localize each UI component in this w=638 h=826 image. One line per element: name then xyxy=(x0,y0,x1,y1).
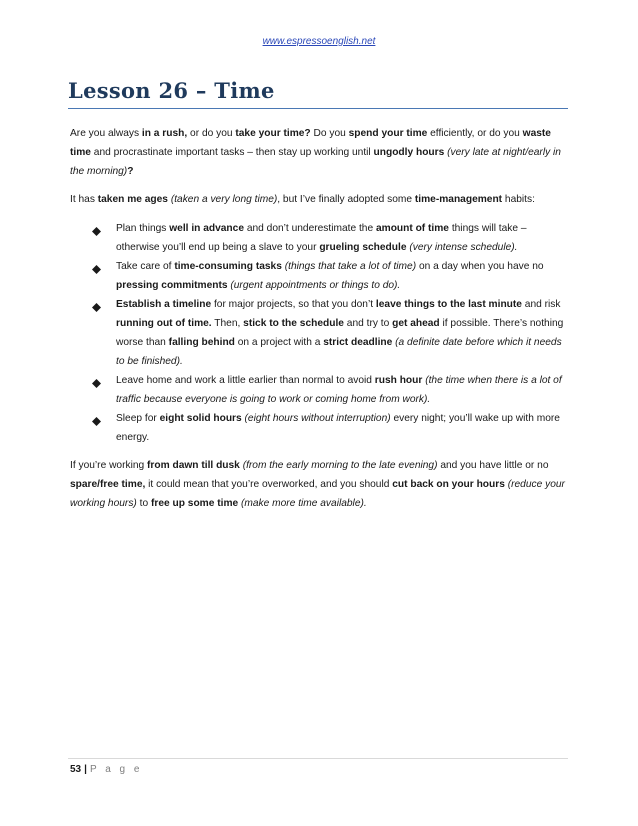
bold-phrase: falling behind xyxy=(168,337,235,348)
bold-phrase: grueling schedule xyxy=(319,242,407,253)
text-run: Plan things xyxy=(116,223,170,234)
list-item-text xyxy=(116,223,527,253)
bold-phrase: ? xyxy=(127,166,134,177)
list-item-text xyxy=(116,299,563,367)
bold-phrase: in a rush, xyxy=(141,128,188,139)
text-run: for major projects, so that you don’t xyxy=(211,299,376,310)
text-run: if possible. There’s nothing worse than xyxy=(116,318,564,348)
text-run: every night; you’ll wake up with more energy. xyxy=(116,413,560,443)
text-run: It has xyxy=(70,194,98,205)
text-run: and try to xyxy=(343,318,393,329)
bold-phrase: ungodly hours xyxy=(373,147,445,158)
text-run: things will take – otherwise you’ll end up being a slave to your xyxy=(116,223,527,253)
text-run: or do you xyxy=(187,128,236,139)
list-item xyxy=(70,257,570,295)
diamond-bullet-icon xyxy=(92,262,101,271)
italic-definition: (things that take a lot of time) xyxy=(284,261,417,272)
lesson-body xyxy=(70,124,570,513)
list-item xyxy=(70,409,570,447)
italic-definition: (make more time available). xyxy=(241,498,367,509)
list-item xyxy=(70,219,570,257)
text-run: and don’t underestimate the xyxy=(244,223,376,234)
list-item-text xyxy=(116,261,544,291)
text-run: on a day when you have no xyxy=(416,261,544,272)
text-run: , but I’ve finally adopted some xyxy=(277,194,415,205)
diamond-bullet-icon xyxy=(92,376,101,385)
bold-phrase: strict deadline xyxy=(323,337,393,348)
italic-definition: (from the early morning to the late evening) xyxy=(242,460,438,471)
bold-phrase: pressing commitments xyxy=(116,280,228,291)
bold-phrase: time-management xyxy=(414,194,503,205)
habits-list xyxy=(70,219,570,447)
text-run: Then, xyxy=(211,318,244,329)
list-item xyxy=(70,295,570,371)
habits-intro-paragraph xyxy=(70,190,570,209)
page-label: P a g e xyxy=(89,764,143,775)
text-run: Sleep for xyxy=(116,413,160,424)
bold-phrase: amount of time xyxy=(375,223,449,234)
bold-phrase: Establish a timeline xyxy=(116,299,212,310)
title-underline xyxy=(68,108,568,109)
text-run: Leave home and work a little earlier than normal to avoid xyxy=(116,375,375,386)
bold-phrase: stick to the schedule xyxy=(243,318,344,329)
text-run: Take care of xyxy=(116,261,175,272)
bold-phrase: eight solid hours xyxy=(159,413,242,424)
intro-paragraph xyxy=(70,124,570,181)
bold-phrase: taken me ages xyxy=(97,194,168,205)
bold-phrase: spare/free time, xyxy=(70,479,146,490)
list-item-text xyxy=(116,375,562,405)
text-run: and you have little or no xyxy=(437,460,549,471)
text-run: If you’re working xyxy=(70,460,148,471)
bold-phrase: time-consuming tasks xyxy=(174,261,282,272)
bold-phrase: well in advance xyxy=(169,223,244,234)
italic-definition: (eight hours without interruption) xyxy=(244,413,391,424)
bold-phrase: leave things to the last minute xyxy=(375,299,522,310)
text-run: Do you xyxy=(310,128,349,139)
bold-phrase: running out of time. xyxy=(116,318,212,329)
bold-phrase: free up some time xyxy=(150,498,239,509)
italic-definition: (a definite date before which it needs to be finished). xyxy=(116,337,562,367)
footer-divider xyxy=(68,758,568,759)
closing-paragraph xyxy=(70,456,570,513)
italic-definition: (very intense schedule). xyxy=(409,242,518,253)
list-item xyxy=(70,371,570,409)
text-run: and procrastinate important tasks – then stay up working until xyxy=(90,147,374,158)
page-number: 53 xyxy=(70,764,82,775)
italic-definition: (taken a very long time) xyxy=(170,194,278,205)
text-run: Are you always xyxy=(70,128,142,139)
footer-separator: | xyxy=(84,764,87,775)
bold-phrase: get ahead xyxy=(392,318,440,329)
bold-phrase: waste time xyxy=(70,128,551,158)
bold-phrase: from dawn till dusk xyxy=(147,460,240,471)
diamond-bullet-icon xyxy=(92,300,101,309)
header-url-link[interactable]: www.espressoenglish.net xyxy=(262,36,376,47)
bold-phrase: spend your time xyxy=(348,128,428,139)
list-item-text xyxy=(116,413,560,443)
text-run: efficiently, or do you xyxy=(427,128,523,139)
text-run: to xyxy=(136,498,151,509)
text-run: habits: xyxy=(502,194,535,205)
page-footer xyxy=(70,764,142,775)
italic-definition: (very late at night/early in the morning) xyxy=(70,147,561,177)
page-title: Lesson 26 – Time xyxy=(68,78,275,103)
bold-phrase: cut back on your hours xyxy=(392,479,505,490)
text-run: on a project with a xyxy=(234,337,324,348)
italic-definition: (urgent appointments or things to do). xyxy=(230,280,401,291)
diamond-bullet-icon xyxy=(92,414,101,423)
diamond-bullet-icon xyxy=(92,224,101,233)
bold-phrase: take your time? xyxy=(235,128,311,139)
italic-definition: (reduce your working hours) xyxy=(70,479,565,509)
bold-phrase: rush hour xyxy=(374,375,423,386)
text-run: it could mean that you’re overworked, and you should xyxy=(145,479,393,490)
text-run: and risk xyxy=(521,299,561,310)
italic-definition: (the time when there is a lot of traffic because everyone is going to work or coming home from work). xyxy=(116,375,562,405)
